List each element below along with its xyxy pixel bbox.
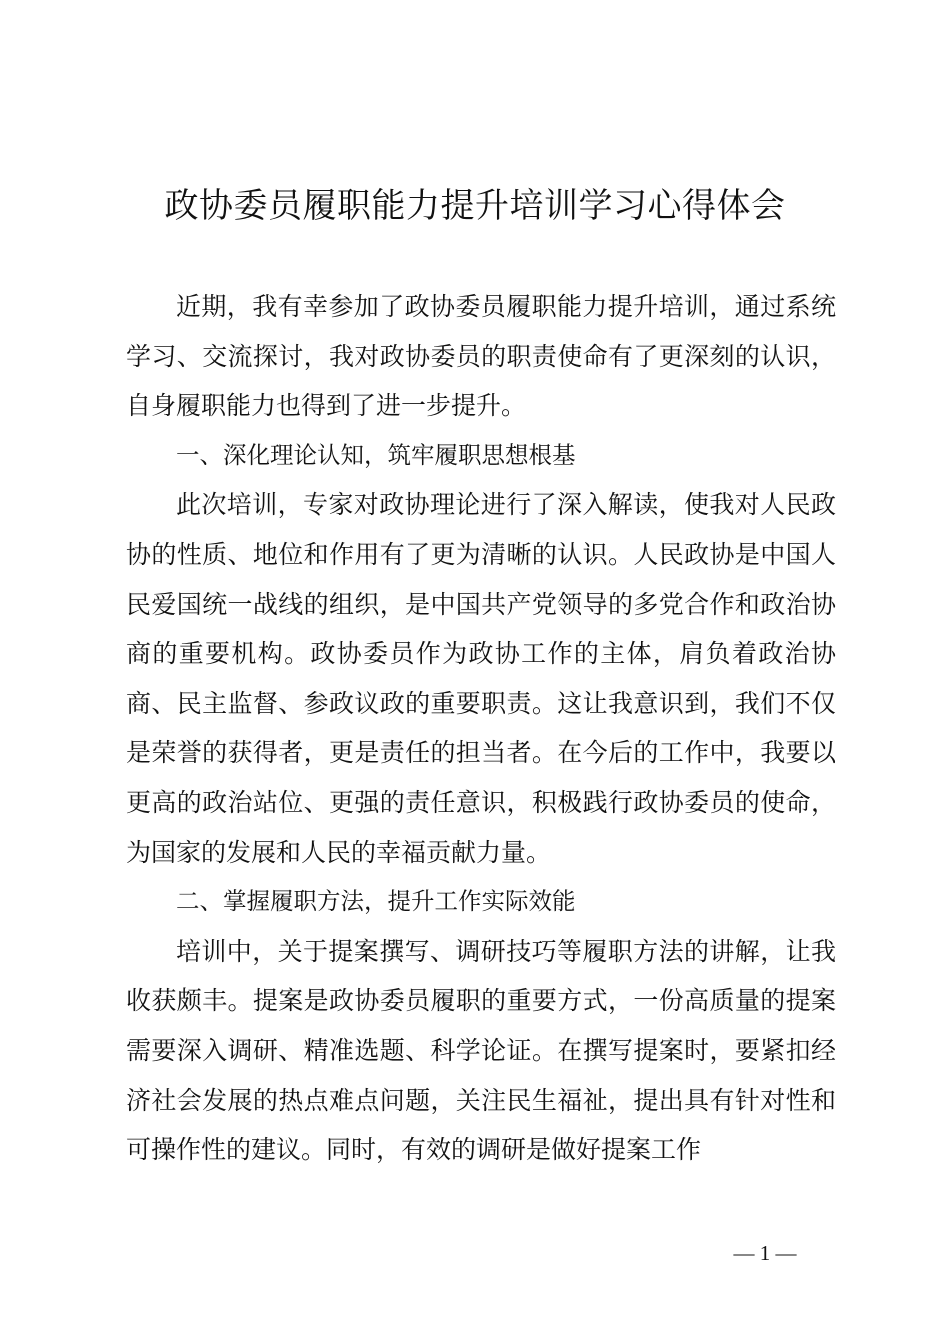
paragraph-section-1: 此次培训，专家对政协理论进行了深入解读，使我对人民政协的性质、地位和作用有了更为清晰的认识。人民政协是中国人民爱国统一战线的组织，是中国共产党领导的多党合作和政治协商的重要机构。政协委员作为政协工作的主体，肩负着政治协商、民主监督、参政议政的重要职责。这让我意识到，我们不仅是荣誉的获得者，更是责任的担当者。在今后的工作中，我要以更高的政治站位、更强的责任意识，积极践行政协委员的使命，为国家的发展和人民的幸福贡献力量。 (126, 490, 836, 867)
paragraph-section-2: 培训中，关于提案撰写、调研技巧等履职方法的讲解，让我收获颇丰。提案是政协委员履职的重要方式，一份高质量的提案需要深入调研、精准选题、科学论证。在撰写提案时，要紧扣经济社会发展的热点难点问题，关注民生福祉，提出具有针对性和可操作性的建议。同时，有效的调研是做好提案工作 (126, 936, 836, 1165)
document-title: 政协委员履职能力提升培训学习心得体会 (164, 186, 786, 226)
section-heading-2: 二、掌握履职方法，提升工作实际效能 (176, 887, 576, 916)
document-body (126, 282, 836, 1175)
section-heading-1: 一、深化理论认知，筑牢履职思想根基 (176, 440, 576, 469)
paragraph-intro: 近期，我有幸参加了政协委员履职能力提升培训，通过系统学习、交流探讨，我对政协委员的职责使命有了更深刻的认识，自身履职能力也得到了进一步提升。 (126, 292, 836, 421)
page-number: — 1 — (733, 1241, 797, 1265)
